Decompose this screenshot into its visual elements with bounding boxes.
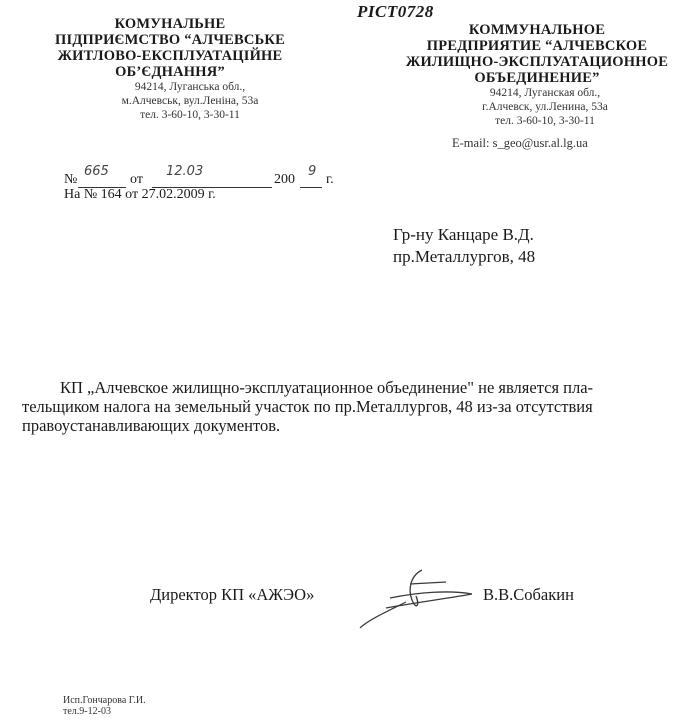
response-reference: На № 164 от 27.02.2009 г. <box>64 187 216 202</box>
left-header-line: ОБ’ЄДНАННЯ” <box>115 64 225 80</box>
left-address-line: м.Алчевськ, вул.Леніна, 53а <box>121 95 259 107</box>
pict-label: PICT0728 <box>357 2 434 21</box>
body-line: КП „Алчевское жилищно-эксплуатационное объединение" не является пла- <box>60 378 594 397</box>
date-value: 12.03 <box>166 164 204 179</box>
executor-phone: тел.9-12-03 <box>63 706 111 717</box>
year-prefix: 200 <box>274 172 295 187</box>
year-digit: 9 <box>308 164 317 179</box>
signatory-title: Директор КП «АЖЭО» <box>150 585 315 604</box>
from-label: от <box>130 172 143 187</box>
right-email: E-mail: s_geo@usr.al.lg.ua <box>452 136 588 150</box>
executor-name: Исп.Гончарова Г.И. <box>63 695 146 706</box>
right-header-line: ПРЕДПРИЯТИЕ “АЛЧЕВСКОЕ <box>426 38 648 54</box>
year-suffix: г. <box>326 172 334 187</box>
right-address-line: 94214, Луганская обл., <box>489 87 601 99</box>
recipient-block <box>393 224 535 268</box>
right-letterhead <box>402 22 672 128</box>
signatory-name: В.В.Собакин <box>483 585 574 604</box>
recipient-name: Гр-ну Канцаре В.Д. <box>393 225 534 244</box>
executor-note <box>63 695 146 717</box>
left-letterhead <box>40 16 300 122</box>
left-header-line: ПІДПРИЄМСТВО “АЛЧЕВСЬКЕ <box>55 32 285 48</box>
number-label: № <box>64 172 78 187</box>
right-address-line: тел. 3-60-10, 3-30-11 <box>495 115 595 127</box>
left-header-line: КОМУНАЛЬНЕ <box>114 16 226 32</box>
body-line: правоустанавливающих документов. <box>22 416 281 435</box>
right-header-line: ЖИЛИЩНО-ЭКСПЛУАТАЦИОННОЕ <box>405 54 669 70</box>
body-line: тельщиком налога на земельный участок по пр.Металлургов, 48 из-за отсутствия <box>22 397 593 416</box>
recipient-address: пр.Металлургов, 48 <box>393 247 536 266</box>
left-address-line: 94214, Луганська обл., <box>134 81 246 93</box>
year-underline <box>300 187 322 188</box>
right-header-line: ОБЪЕДИНЕНИЕ” <box>474 70 600 86</box>
right-address-line: г.Алчевск, ул.Ленина, 53а <box>482 101 608 113</box>
right-header-line: КОММУНАЛЬНОЕ <box>468 22 606 38</box>
left-address-line: тел. 3-60-10, 3-30-11 <box>140 109 240 121</box>
letter-body <box>22 378 682 435</box>
left-header-line: ЖИТЛОВО-ЕКСПЛУАТАЦІЙНЕ <box>57 48 283 64</box>
handwritten-signature <box>350 558 480 633</box>
number-value: 665 <box>84 164 109 179</box>
